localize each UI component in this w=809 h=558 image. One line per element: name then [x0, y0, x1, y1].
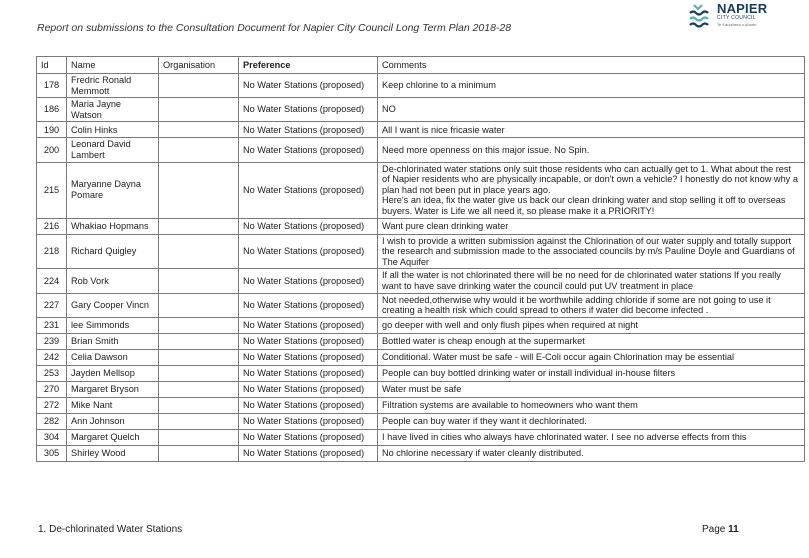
cell-id: 231: [37, 317, 67, 333]
napier-wave-icon: [685, 3, 715, 33]
table-row: [37, 365, 805, 381]
cell-name: Richard Quigley: [67, 234, 159, 269]
cell-organisation: [159, 349, 239, 365]
table-body: [37, 74, 805, 462]
cell-id: 304: [37, 429, 67, 445]
cell-comments: All I want is nice fricasie water: [378, 122, 805, 138]
cell-comments: No chlorine necessary if water cleanly distributed.: [378, 445, 805, 461]
cell-name: Whakiao Hopmans: [67, 218, 159, 234]
cell-organisation: [159, 365, 239, 381]
cell-organisation: [159, 293, 239, 317]
cell-name: lee Simmonds: [67, 317, 159, 333]
table-row: [37, 234, 805, 269]
table-row: [37, 218, 805, 234]
submissions-table: [36, 56, 805, 462]
footer-page: [702, 524, 739, 535]
cell-preference: No Water Stations (proposed): [239, 413, 378, 429]
cell-name: Mike Nant: [67, 397, 159, 413]
cell-comments: Bottled water is cheap enough at the supermarket: [378, 333, 805, 349]
cell-id: 186: [37, 98, 67, 122]
cell-organisation: [159, 333, 239, 349]
cell-name: Gary Cooper Vincn: [67, 293, 159, 317]
table-row: [37, 162, 805, 218]
report-title: Report on submissions to the Consultation Document for Napier City Council Long Term Plan 2018-28: [37, 22, 512, 34]
cell-organisation: [159, 98, 239, 122]
napier-logo: [683, 2, 783, 36]
cell-preference: No Water Stations (proposed): [239, 293, 378, 317]
header-organisation: Organisation: [159, 57, 239, 74]
cell-organisation: [159, 74, 239, 98]
header-name: Name: [67, 57, 159, 74]
cell-organisation: [159, 381, 239, 397]
cell-id: 270: [37, 381, 67, 397]
cell-organisation: [159, 397, 239, 413]
table-row: [37, 293, 805, 317]
cell-name: Colin Hinks: [67, 122, 159, 138]
cell-organisation: [159, 269, 239, 293]
footer-page-number: 11: [728, 524, 739, 535]
cell-comments: Water must be safe: [378, 381, 805, 397]
table-row: [37, 413, 805, 429]
footer-page-label: Page: [702, 524, 726, 535]
cell-name: Maryanne Dayna Pomare: [67, 162, 159, 218]
cell-preference: No Water Stations (proposed): [239, 269, 378, 293]
table-row: [37, 122, 805, 138]
cell-preference: No Water Stations (proposed): [239, 445, 378, 461]
table-row: [37, 445, 805, 461]
cell-comments: Conditional. Water must be safe - will E-Coli occur again Chlorination may be essential: [378, 349, 805, 365]
cell-comments: Filtration systems are available to homeowners who want them: [378, 397, 805, 413]
cell-organisation: [159, 429, 239, 445]
cell-name: Ann Johnson: [67, 413, 159, 429]
cell-id: 218: [37, 234, 67, 269]
table-row: [37, 138, 805, 162]
cell-name: Fredric Ronald Memmott: [67, 74, 159, 98]
cell-preference: No Water Stations (proposed): [239, 397, 378, 413]
cell-preference: No Water Stations (proposed): [239, 162, 378, 218]
cell-comments: People can buy bottled drinking water or install individual in-house filters: [378, 365, 805, 381]
cell-comments: go deeper with well and only flush pipes when required at night: [378, 317, 805, 333]
cell-comments: Keep chlorine to a minimum: [378, 74, 805, 98]
cell-preference: No Water Stations (proposed): [239, 98, 378, 122]
cell-organisation: [159, 218, 239, 234]
cell-id: 224: [37, 269, 67, 293]
cell-preference: No Water Stations (proposed): [239, 122, 378, 138]
cell-name: Margaret Quelch: [67, 429, 159, 445]
table-header-row: [37, 57, 805, 74]
table-row: [37, 349, 805, 365]
table-row: [37, 397, 805, 413]
header-preference: Preference: [239, 57, 378, 74]
cell-name: Margaret Bryson: [67, 381, 159, 397]
cell-organisation: [159, 138, 239, 162]
cell-id: 272: [37, 397, 67, 413]
cell-name: Rob Vork: [67, 269, 159, 293]
cell-name: Jayden Mellsop: [67, 365, 159, 381]
cell-id: 282: [37, 413, 67, 429]
cell-organisation: [159, 445, 239, 461]
cell-preference: No Water Stations (proposed): [239, 138, 378, 162]
logo-name: NAPIER: [717, 1, 768, 16]
cell-name: Leonard David Lambert: [67, 138, 159, 162]
header-comments: Comments: [378, 57, 805, 74]
cell-preference: No Water Stations (proposed): [239, 333, 378, 349]
table-row: [37, 74, 805, 98]
cell-id: 178: [37, 74, 67, 98]
table-row: [37, 381, 805, 397]
cell-comments: Want pure clean drinking water: [378, 218, 805, 234]
logo-tagline: Te Kaunihera o Ahuriri: [717, 22, 757, 27]
cell-id: 200: [37, 138, 67, 162]
cell-preference: No Water Stations (proposed): [239, 365, 378, 381]
cell-comments: I have lived in cities who always have chlorinated water. I see no adverse effects from this: [378, 429, 805, 445]
cell-name: Shirley Wood: [67, 445, 159, 461]
logo-subtitle: CITY COUNCIL: [717, 15, 756, 21]
cell-id: 242: [37, 349, 67, 365]
cell-id: 216: [37, 218, 67, 234]
footer-section: 1. De-chlorinated Water Stations: [38, 524, 183, 535]
cell-id: 215: [37, 162, 67, 218]
table-row: [37, 269, 805, 293]
cell-preference: No Water Stations (proposed): [239, 317, 378, 333]
cell-organisation: [159, 317, 239, 333]
cell-comments: People can buy water if they want it dechlorinated.: [378, 413, 805, 429]
cell-id: 227: [37, 293, 67, 317]
cell-preference: No Water Stations (proposed): [239, 429, 378, 445]
cell-name: Celia Dawson: [67, 349, 159, 365]
cell-id: 190: [37, 122, 67, 138]
cell-preference: No Water Stations (proposed): [239, 74, 378, 98]
cell-comments: Not needed,otherwise why would it be worthwhile adding chloride if some are not going to use it creating a health risk which could spread to others if water did become infected .: [378, 293, 805, 317]
cell-preference: No Water Stations (proposed): [239, 234, 378, 269]
cell-comments: De-chlorinated water stations only suit those residents who can actually get to 1. What about the rest of Napier residents who are physically incapable, or don't own a vehicle? I honestly do not know why a plan had not been put in place years ago. Here's an idea, fix the water give us back our clean drinking water and stop selling it off to overseas buyers. Water is Life we all need it, so please make it a PRIORITY!: [378, 162, 805, 218]
header-id: Id: [37, 57, 67, 74]
cell-id: 253: [37, 365, 67, 381]
cell-comments: NO: [378, 98, 805, 122]
cell-name: Maria Jayne Watson: [67, 98, 159, 122]
cell-name: Brian Smith: [67, 333, 159, 349]
table-row: [37, 333, 805, 349]
cell-organisation: [159, 162, 239, 218]
cell-organisation: [159, 413, 239, 429]
cell-preference: No Water Stations (proposed): [239, 381, 378, 397]
cell-preference: No Water Stations (proposed): [239, 218, 378, 234]
table-row: [37, 429, 805, 445]
cell-comments: Need more openness on this major issue. No Spin.: [378, 138, 805, 162]
cell-id: 239: [37, 333, 67, 349]
cell-comments: If all the water is not chlorinated there will be no need for de chlorinated water stations If you really want to have save drinking water the council could put UV treatment in place: [378, 269, 805, 293]
cell-organisation: [159, 122, 239, 138]
cell-comments: I wish to provide a written submission against the Chlorination of our water supply and totally support the research and submission made to the associated councils by m/s Pauline Doyle and Guardians of The Aquifer: [378, 234, 805, 269]
cell-preference: No Water Stations (proposed): [239, 349, 378, 365]
cell-organisation: [159, 234, 239, 269]
cell-id: 305: [37, 445, 67, 461]
table-row: [37, 317, 805, 333]
table-row: [37, 98, 805, 122]
